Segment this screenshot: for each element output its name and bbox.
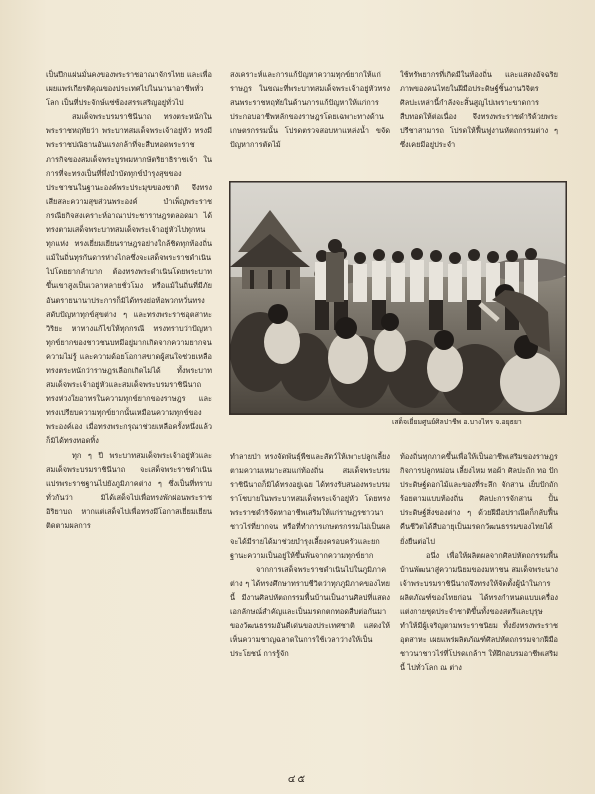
news-photo — [229, 181, 567, 415]
text-column-right-bottom — [400, 450, 558, 768]
paragraph: สงเคราะห์และการแก้ปัญหาความทุกข์ยากให้แก่ราษฎร ในขณะที่พระบาทสมเด็จพระเจ้าอยู่หัวทรงสนพระราชหฤทัยในด้านการแก้ปัญหาให้แก่การประกอบอาชีพหลักของราษฎรโดยเฉพาะทางด้านเกษตรกรรมนั้น โปรดตรวจสอบหาแหล่งน้ำ ขจัดปัญหาการตัดไม้ — [230, 70, 390, 150]
paragraph: ท้องถิ่นทุกภาคขึ้นเพื่อให้เป็นอาชีพเสริมของราษฎร กิจการปลูกหม่อน เลี้ยงไหม ทอผ้า ศิลปะถัก ทอ ปัก ประดิษฐ์ดอกไม้และของที่ระลึก จักสาน เย็บปักถักร้อยตามแบบท้องถิ่น ศิลปะการจักสาน ปั้น ประดิษฐ์สิ่งของต่าง ๆ ด้วยฝีมือปราณีตก็กลับฟื้นคืนชีวิตได้สืบอายุเป็นมรดกวัฒนธรรมของไทยได้ยั่งยืนต่อไป — [400, 452, 558, 546]
paragraph: สมเด็จพระบรมราชินีนาถ ทรงตระหนักในพระราชหฤทัยว่า พระบาทสมเด็จพระเจ้าอยู่หัว ทรงมีพระราชปณิธานอันแรงกล้าที่จะสืบทอดพระราชภารกิจของสมเด็จพระบูรพมหากษัตริยาธิราชเจ้า ในการที่จะทรงเป็นที่พึ่งบำบัดทุกข์บำรุงสุขของประชาชนในฐานะองค์พระประมุขของชาติ จึงทรงเสียสละความสุขส่วนพระองค์ บำเพ็ญพระราชกรณียกิจสงเคราะห์อาณาประชาราษฎรตลอดมา ได้ทรงตามเสด็จพระบาทสมเด็จพระเจ้าอยู่หัวไปทุกหนทุกแห่ง ทรงเยี่ยมเยียนราษฎรอย่างใกล้ชิดทุกท้องถิ่น แม้ในถิ่นทุรกันดารห่างไกลซึ่งจะเสด็จพระราชดำเนินไปโดยยากลำบาก ต้องทรงพระดำเนินโดยพระบาทขึ้นเขาสูงเป็นเวลาหลายชั่วโมง หรือแม้ในถิ่นที่มีภัยอันตรายนานาประการก็มิได้ทรงย่อท้อพวกหวั่นทรงสดับปัญหาทุกข์สุขต่าง ๆ และทรงพระราชอุตสาหะวิริยะ หาทางแก้ไขให้ทุกกรณี ทรงทราบว่าปัญหาทุกข์ยากของชาวชนบทมีอยู่มากเกิดจากความยากจน ความไม่รู้ และความด้อยโอกาสขาดผู้สนใจช่วยเหลือ ทรงตระหนักว่าราษฎรเลือกเกิดไม่ได้ ทั้งพระบาทสมเด็จพระเจ้าอยู่หัวและสมเด็จพระบรมราชินีนาถ ทรงห่วงใยอาทรในความทุกข์ยากของราษฎร และทรงเปรียบความทุกข์ยากนั้นเหมือนความทุกข์ของพระองค์เอง เมื่อทรงพระกรุณาช่วยเหลือครั้งหนึ่งแล้วก็มิได้ทรงทอดทิ้ง — [46, 112, 212, 446]
paragraph: อนึ่ง เพื่อให้ผลิตผลจากศิลปหัตถกรรมพื้นบ้านพัฒนาสู่ความนิยมของมหาชน สมเด็จพระนางเจ้าพระบรมราชินีนาถจึงทรงให้จัดตั้งผู้นำในการผลิตภัณฑ์ของไทยก่อน ได้ทรงกำหนดแบบเครื่องแต่งกายชุดประจำชาติขึ้นทั้งของสตรีและบุรุษ ทำให้มีผู้เจริญตามพระราชนิยม ทั้งยังทรงพระราชอุตสาหะ เผยแพร่ผลิตภัณฑ์ศิลปหัตถกรรมจากฝีมือชาวนาชาวไร่ที่โปรดเกล้าฯ ให้ฝึกอบรมอาชีพเสริมนี้ ไปทั่วโลก ณ ต่าง — [400, 550, 558, 673]
paragraph: เป็นปึกแผ่นมั่นคงของพระราชอาณาจักรไทย และเพื่อเผยแพร่เกียรติคุณของประเทศไปในนานาอาชีพทั่วโลก เป็นที่ประจักษ์แซ่ซ้องสรรเสริญอยู่ทั่วไป — [46, 70, 212, 108]
text-column-middle-bottom — [230, 450, 390, 768]
text-column-middle-top — [230, 68, 390, 180]
photo-illustration — [230, 182, 566, 414]
paragraph: จากการเสด็จพระราชดำเนินไปในภูมิภาคต่าง ๆ ได้ทรงศึกษาทราบชีวิตว่าทุกภูมิภาคของไทยนี้ มีงานศิลปหัตถกรรมพื้นบ้านเป็นงานศิลปที่แสดงเอกลักษณ์สำคัญและเป็นมรดกตกทอดสืบต่อกันมาของวัฒนธรรมอันดีเด่นของประเทศชาติ แสดงให้เห็นความชาญฉลาดในการใช้เวลาว่างให้เป็นประโยชน์ การรู้จัก — [230, 564, 390, 659]
text-column-left — [46, 68, 212, 768]
photo-caption: เสด็จเยี่ยมศูนย์ศิลปาชีพ อ.บางไทร จ.อยุธยา — [392, 418, 522, 426]
paragraph: ใช้ทรัพยากรที่เกิดมีในท้องถิ่น และแสดงอัจฉริยภาพของคนไทยในฝีมือประดิษฐ์ชิ้นงานวิจิตร ศิลปะเหล่านี้กำลังจะสิ้นสูญไปเพราะขาดการสืบทอดให้ต่อเนื่อง จึงทรงพระราชดำริด้วยพระปรีชาสามารถ โปรดให้ฟื้นฟูงานหัตถกรรมต่าง ๆ ซึ่งเคยมีอยู่ประจำ — [400, 70, 558, 150]
paragraph: ทุก ๆ ปี พระบาทสมเด็จพระเจ้าอยู่หัวและสมเด็จพระบรมราชินีนาถ จะเสด็จพระราชดำเนินแปรพระราชฐานไปยังภูมิภาคต่าง ๆ ซึ่งเป็นที่ทราบทั่วกันว่า มิได้เสด็จไปเพื่อทรงพักผ่อนพระราชอิริยาบถ หากแต่เสด็จไปเพื่อทรงมีโอกาสเยี่ยมเยียนติดตามผลการ — [46, 450, 212, 530]
page-number: ๔๕ — [287, 774, 308, 785]
text-column-right-top — [400, 68, 558, 180]
paragraph: ทำลายป่า ทรงจัดพันธุ์พืชและสัตว์ให้เพาะปลูกเลี้ยงตามความเหมาะสมแก่ท้องถิ่น สมเด็จพระบรมราชินีนาถก็มิได้ทรงอยู่เฉย ได้ทรงรับสนองพระบรมราโชบายในพระบาทสมเด็จพระเจ้าอยู่หัว โดยทรงพระราชดำริจัดหาอาชีพเสริมให้แก่ราษฎรชาวนาชาวไร่ที่ยากจน หรือที่ทำการเกษตรกรรมไม่เป็นผลจะได้มีรายได้มาช่วยบำรุงเลี้ยงครอบครัวและยกฐานะความเป็นอยู่ให้ขึ้นพ้นจากความทุกข์ยาก — [230, 452, 390, 560]
